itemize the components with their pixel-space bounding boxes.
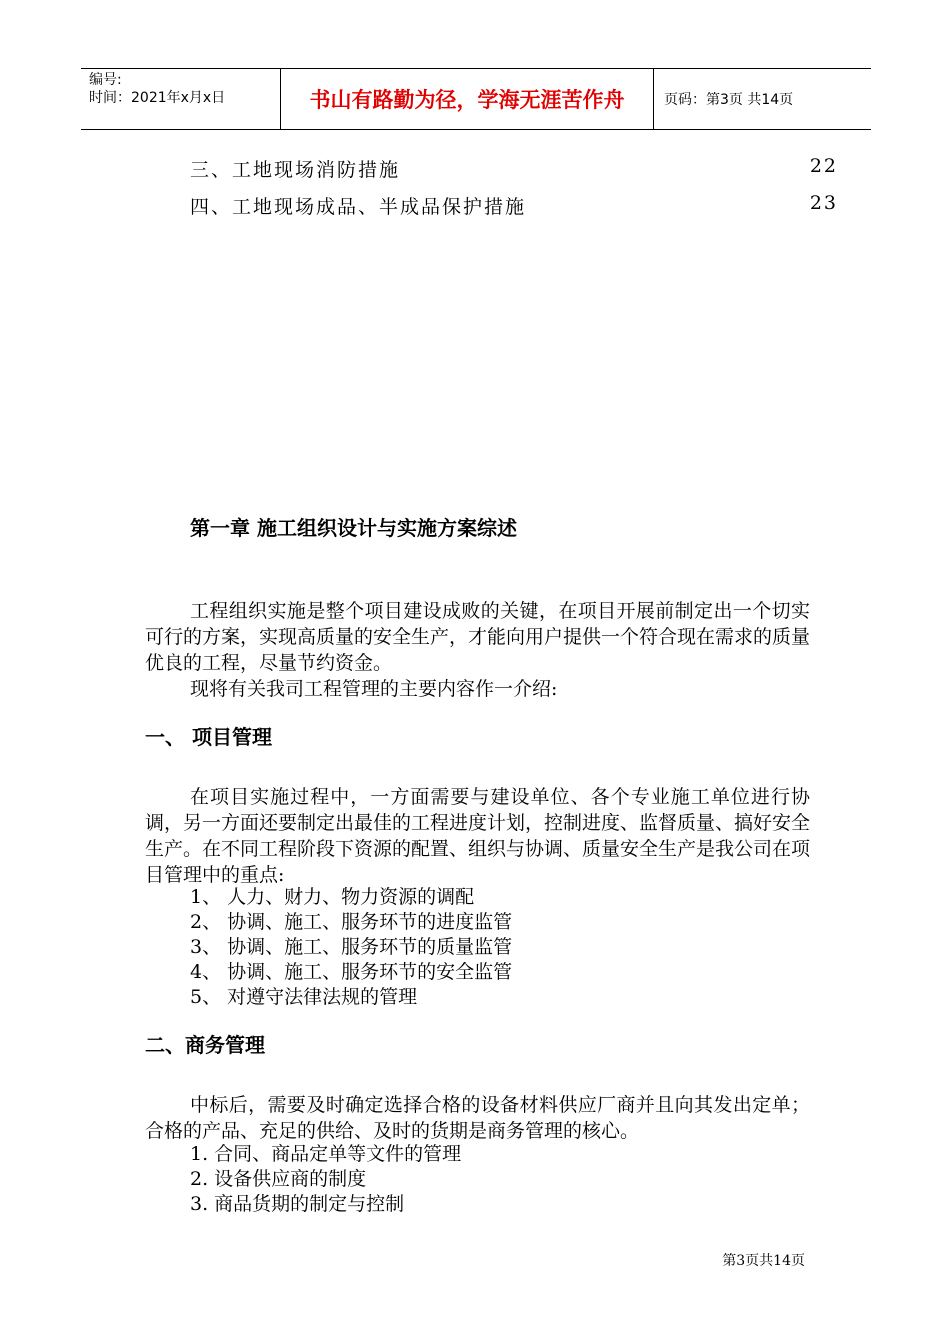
list-item: 2. 设备供应商的制度 — [190, 1168, 367, 1190]
chapter-title: 第一章 施工组织设计与实施方案综述 — [190, 516, 517, 540]
header-code-label: 编号: — [89, 72, 122, 88]
toc-page: 23 — [809, 192, 838, 214]
page-footer: 第3页共14页 — [722, 1253, 805, 1269]
list-item: 5、 对遵守法律法规的管理 — [190, 986, 418, 1008]
header-meta — [81, 69, 281, 129]
header-motto: 书山有路勤为径，学海无涯苦作舟 — [281, 69, 654, 129]
list-item: 3、 协调、施工、服务环节的质量监管 — [190, 936, 513, 958]
toc-entry — [190, 192, 838, 219]
section-paragraph: 中标后，需要及时确定选择合格的设备材料供应厂商并且向其发出定单；合格的产品、充足的供给、及时的货期是商务管理的核心。 — [145, 1094, 810, 1142]
section-paragraph: 在项目实施过程中，一方面需要与建设单位、各个专业施工单位进行协调，另一方面还要制定出最佳的工程进度计划，控制进度、监督质量、搞好安全生产。在不同工程阶段下资源的配置、组织与协调、质量安全生产是我公司在项目管理中的重点: — [145, 786, 811, 886]
toc-title: 四、工地现场成品、半成品保护措施 — [190, 196, 527, 218]
section-heading-project-management: 一、 项目管理 — [145, 725, 272, 749]
header-date-label: 时间：2021年x月x日 — [89, 90, 226, 106]
toc-title: 三、工地现场消防措施 — [190, 159, 401, 181]
intro-paragraph: 工程组织实施是整个项目建设成败的关键，在项目开展前制定出一个切实可行的方案，实现高质量的安全生产，才能向用户提供一个符合现在需求的质量优良的工程，尽量节约资金。 — [145, 600, 811, 674]
toc-page: 22 — [809, 155, 838, 177]
intro-paragraph-2: 现将有关我司工程管理的主要内容作一介绍: — [190, 678, 558, 700]
list-item: 3. 商品货期的制定与控制 — [190, 1193, 405, 1215]
list-item: 4、 协调、施工、服务环节的安全监管 — [190, 961, 513, 983]
page-header — [81, 68, 871, 130]
list-item: 1. 合同、商品定单等文件的管理 — [190, 1143, 462, 1165]
list-item: 2、 协调、施工、服务环节的进度监管 — [190, 911, 513, 933]
list-item: 1、 人力、财力、物力资源的调配 — [190, 886, 475, 908]
section-heading-business-management: 二、商务管理 — [145, 1033, 265, 1057]
toc-entry — [190, 155, 838, 182]
header-page-label: 页码：第3页 共14页 — [664, 92, 794, 108]
